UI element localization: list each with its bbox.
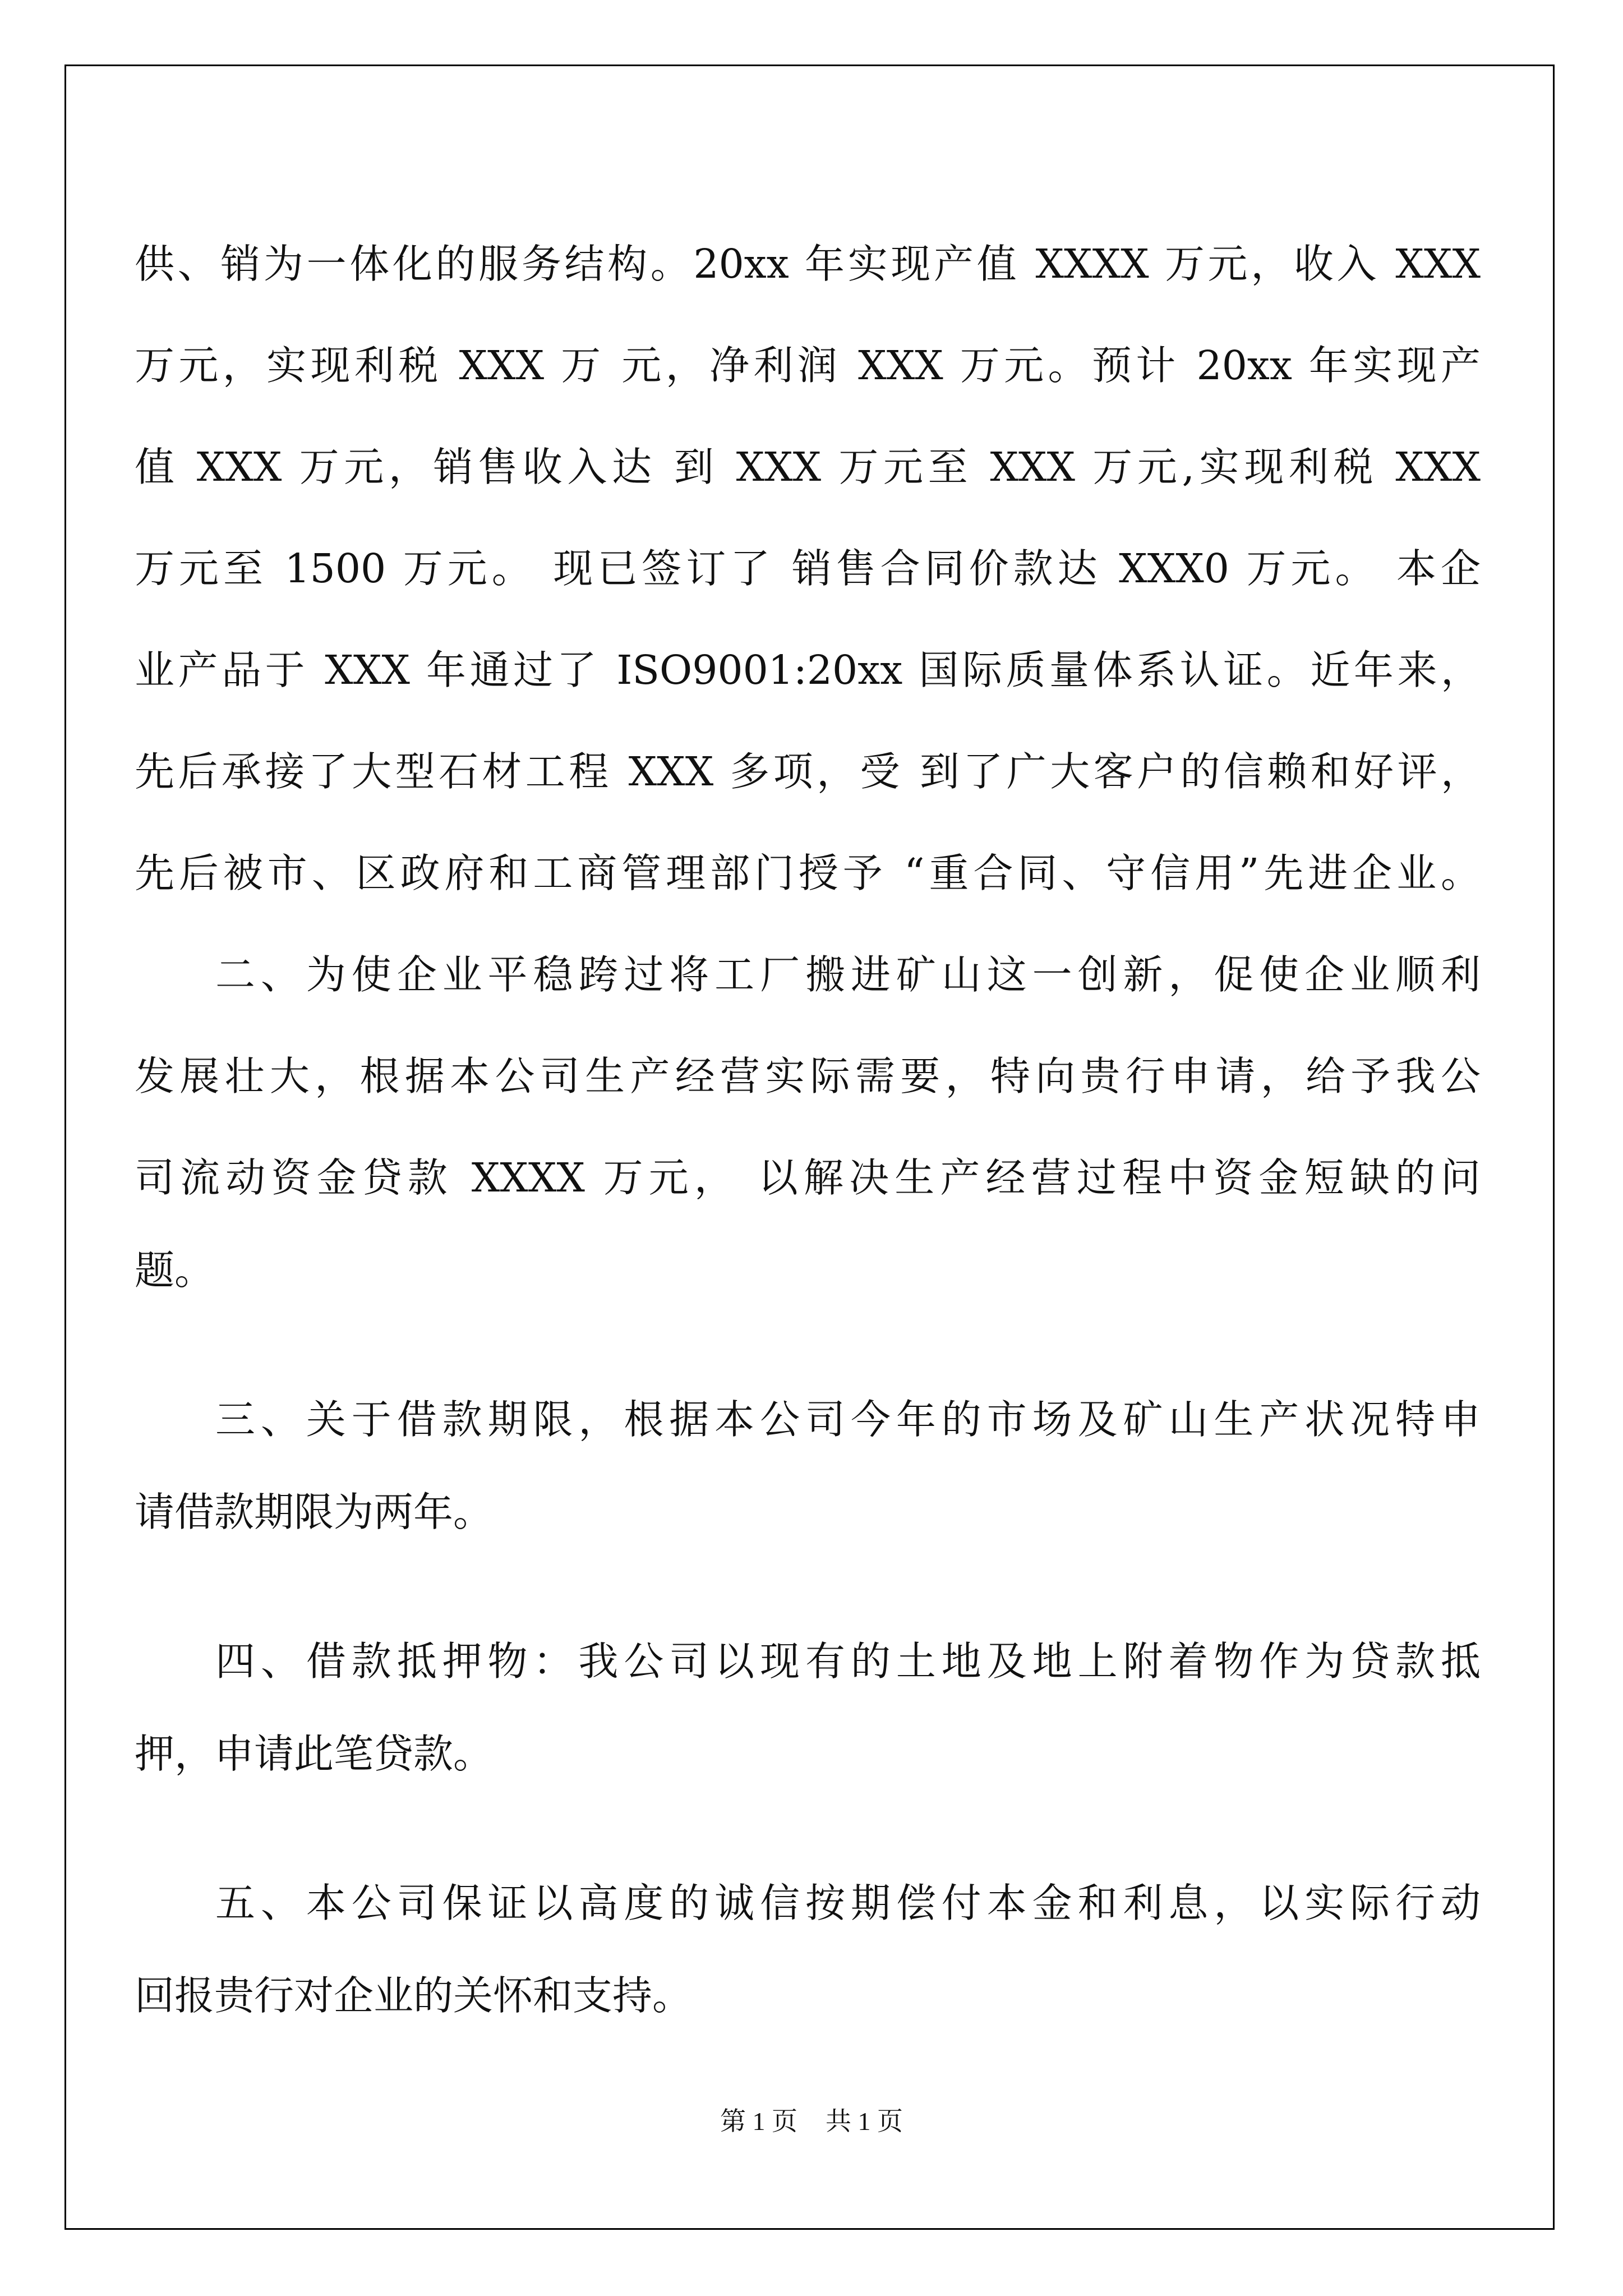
page-footer [0,2101,1623,2138]
text-line: 先后承接了大型石材工程 XXX 多项，受 到了广大客户的信赖和好评， [135,748,1481,795]
text-line: 押，申请此笔贷款。 [135,1731,494,1777]
paragraph-start-line: 五、本公司保证以高度的诚信按期偿付本金和利息，以实际行动 [215,1880,1481,1926]
text-line: 发展壮大，根据本公司生产经营实际需要，特向贵行申请，给予我公 [135,1053,1481,1099]
paragraph-start-line: 二、为使企业平稳跨过将工厂搬进矿山这一创新，促使企业顺利 [215,951,1481,998]
text-line: 值 XXX 万元，销售收入达 到 XXX 万元至 XXX 万元,实现利税 XXX [135,444,1481,490]
text-line: 业产品于 XXX 年通过了 ISO9001:20xx 国际质量体系认证。近年来， [135,647,1481,693]
page-number-current: 第 1 页 [720,2107,797,2136]
text-line: 供、销为一体化的服务结构。20xx 年实现产值 XXXX 万元，收入 XXX [135,241,1481,287]
text-line: 先后被市、区政府和工商管理部门授予 “重合同、守信用”先进企业。 [135,850,1481,896]
paragraph-start-line: 三、关于借款期限，根据本公司今年的市场及矿山生产状况特申 [215,1396,1481,1443]
text-line: 题。 [135,1247,215,1294]
text-line: 请借款期限为两年。 [135,1489,494,1535]
text-line: 司流动资金贷款 XXXX 万元， 以解决生产经营过程中资金短缺的问 [135,1154,1481,1201]
text-line: 万元，实现利税 XXX 万 元，净利润 XXX 万元。预计 20xx 年实现产 [135,342,1481,389]
document-body [135,213,1481,2038]
text-line: 回报贵行对企业的关怀和支持。 [135,1972,693,2019]
paragraph-start-line: 四、借款抵押物：我公司以现有的土地及地上附着物作为贷款抵 [215,1638,1481,1685]
page-number-total: 共 1 页 [826,2107,903,2136]
text-line: 万元至 1500 万元。 现已签订了 销售合同价款达 XXX0 万元。 本企 [135,545,1481,592]
